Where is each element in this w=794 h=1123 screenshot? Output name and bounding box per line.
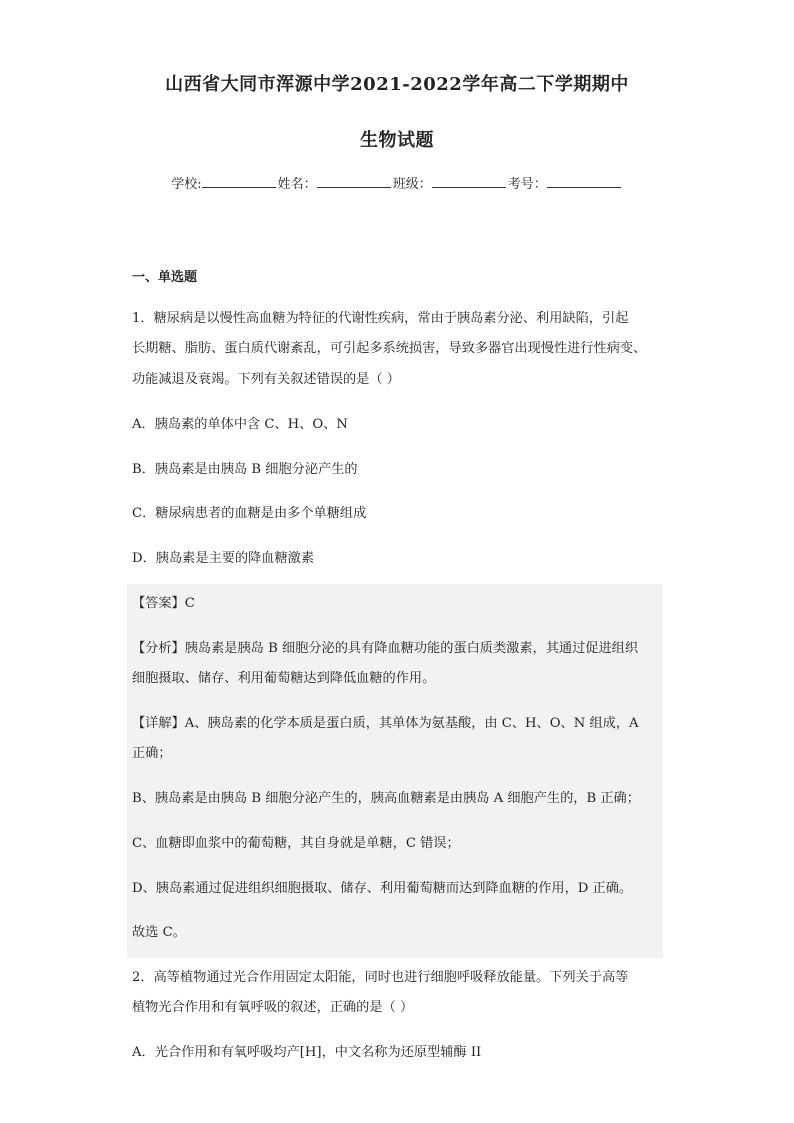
q1-detail-line: 【详解】A、胰岛素的化学本质是蛋白质，其单体为氨基酸，由 C、H、O、N 组成，A — [132, 716, 639, 731]
q1-stem-line: 功能减退及衰竭。下列有关叙述错误的是（ ） — [132, 372, 400, 387]
q1-option-b: B．胰岛素是由胰岛 B 细胞分泌产生的 — [132, 462, 358, 477]
student-info-row — [0, 173, 794, 192]
q2-stem-line: 植物光合作用和有氧呼吸的叙述，正确的是（ ） — [132, 1000, 414, 1015]
q2-option-a: A．光合作用和有氧呼吸均产[H]，中文名称为还原型辅酶 II — [132, 1045, 482, 1060]
school-label: 学校: — [171, 177, 202, 192]
class-blank[interactable] — [432, 175, 506, 188]
q1-analysis-line: 【分析】胰岛素是胰岛 B 细胞分泌的具有降血糖功能的蛋白质类激素，其通过促进组织 — [132, 641, 639, 656]
q1-stem-line: 长期糖、脂肪、蛋白质代谢紊乱，可引起多系统损害，导致多器官出现慢性进行性病变、 — [132, 341, 647, 356]
paper-title-line1: 山西省大同市浑源中学2021-2022学年高二下学期期中 — [165, 74, 629, 95]
q1-option-a: A．胰岛素的单体中含 C、H、O、N — [132, 417, 348, 432]
q1-detail-line: 正确； — [132, 746, 172, 761]
name-blank[interactable] — [317, 175, 391, 188]
q1-option-d: D．胰岛素是主要的降血糖激素 — [132, 551, 315, 566]
q1-analysis-line: 细胞摄取、储存、利用葡萄糖达到降低血糖的作用。 — [132, 671, 436, 686]
q1-detail-line: D、胰岛素通过促进组织细胞摄取、储存、利用葡萄糖而达到降血糖的作用，D 正确。 — [132, 881, 633, 896]
paper-title-line2: 生物试题 — [360, 130, 434, 151]
q1-stem-line: 1．糖尿病是以慢性高血糖为特征的代谢性疾病，常由于胰岛素分泌、利用缺陷，引起 — [132, 311, 629, 326]
section-title: 一、单选题 — [132, 270, 198, 285]
q1-detail-line: 故选 C。 — [132, 925, 186, 940]
exam-no-blank[interactable] — [547, 175, 621, 188]
exam-no-label: 考号： — [507, 177, 547, 192]
class-label: 班级： — [392, 177, 432, 192]
school-blank[interactable] — [202, 175, 276, 188]
q1-detail-line: C、血糖即血浆中的葡萄糖，其自身就是单糖，C 错误； — [132, 836, 460, 851]
q2-stem-line: 2．高等植物通过光合作用固定太阳能，同时也进行细胞呼吸释放能量。下列关于高等 — [132, 970, 629, 985]
q1-answer: 【答案】C — [132, 596, 195, 611]
q1-detail-line: B、胰岛素是由胰岛 B 细胞分泌产生的，胰高血糖素是由胰岛 A 细胞产生的，B 正确； — [132, 791, 640, 806]
q1-option-c: C．糖尿病患者的血糖是由多个单糖组成 — [132, 506, 367, 521]
name-label: 姓名： — [277, 177, 317, 192]
